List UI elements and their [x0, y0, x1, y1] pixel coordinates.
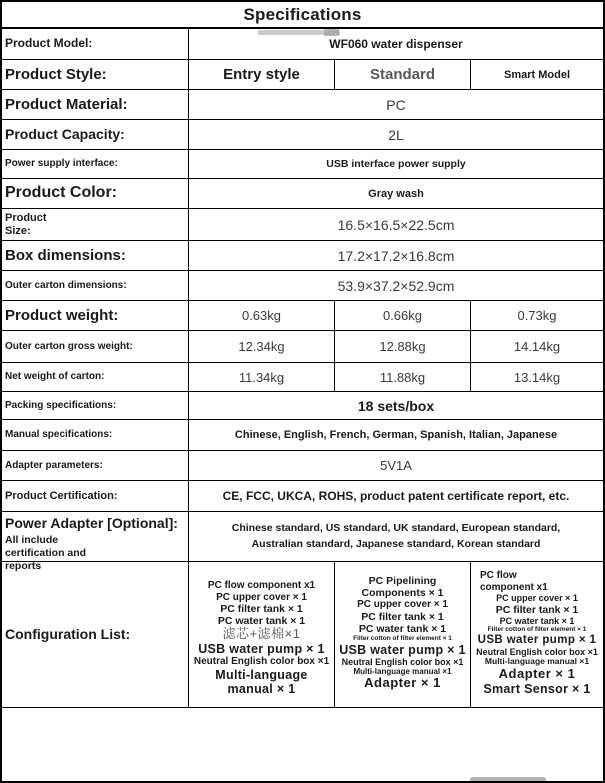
row-label: Power supply interface:: [5, 158, 118, 170]
row-label: Product Material:: [5, 95, 128, 113]
row-label: Product Certification:: [5, 489, 118, 502]
config-item: Filter cotton of filter element × 1: [487, 626, 587, 634]
row-label: Configuration List:: [5, 626, 131, 643]
gross-weight-entry: 12.34kg: [238, 339, 285, 354]
row-label: Box dimensions:: [5, 246, 126, 264]
spec-row-product-size: [2, 209, 603, 241]
config-column-entry: [189, 562, 334, 707]
spec-row-adapter-params: [2, 451, 603, 481]
row-value: 5V1A: [380, 458, 412, 473]
config-item: Neutral English color box ×1: [341, 656, 464, 667]
row-label: Product Capacity:: [5, 126, 125, 143]
row-label: Product Color:: [5, 184, 117, 202]
row-label: Outer carton gross weight:: [5, 340, 133, 352]
row-value: 2L: [388, 126, 404, 143]
config-item: Adapter × 1: [498, 665, 576, 681]
config-column-standard: [334, 562, 470, 707]
weight-standard: 0.66kg: [382, 308, 423, 323]
spec-row-power-interface: [2, 150, 603, 179]
row-label: Outer carton dimensions:: [5, 279, 127, 291]
config-item: USB water pump × 1: [198, 642, 325, 657]
row-label: Product Size:: [5, 211, 47, 237]
config-item: PC filter tank × 1: [220, 603, 303, 615]
weight-entry: 0.63kg: [241, 308, 282, 323]
row-value: 16.5×16.5×22.5cm: [337, 216, 455, 233]
row-label: Manual specifications:: [5, 429, 113, 441]
net-weight-standard: 11.88kg: [379, 369, 426, 385]
page-title: Specifications: [2, 2, 603, 29]
spec-row-product-weight: [2, 301, 603, 331]
config-item: Multi-language manual ×1: [353, 667, 452, 677]
config-item: 滤芯+滤棉×1: [222, 626, 301, 642]
config-item: PC flow component x1: [480, 570, 548, 593]
config-item: PC water tank × 1: [499, 615, 575, 626]
row-label: Adapter parameters:: [5, 459, 103, 471]
config-item: PC upper cover × 1: [357, 599, 448, 611]
spec-row-configuration: [2, 562, 603, 708]
config-item: USB water pump × 1: [339, 642, 466, 657]
row-value: CE, FCC, UKCA, ROHS, product patent certificate report, etc.: [222, 489, 570, 503]
gross-weight-smart: 14.14kg: [513, 339, 561, 354]
gross-weight-standard: 12.88kg: [379, 339, 426, 354]
row-value: 18 sets/box: [357, 397, 435, 414]
net-weight-entry: 11.34kg: [238, 369, 285, 385]
style-entry: Entry style: [223, 66, 300, 83]
spec-row-product-style: [2, 60, 603, 90]
row-value: Gray wash: [368, 187, 424, 200]
spec-row-product-color: [2, 179, 603, 209]
row-label: Net weight of carton:: [5, 371, 105, 383]
spec-row-product-material: [2, 90, 603, 120]
row-label: Packing specifications:: [5, 399, 117, 411]
row-value: WF060 water dispenser: [329, 37, 463, 51]
config-item: Multi-language manual × 1: [215, 667, 308, 697]
row-sublabel: All include certification and reports: [5, 534, 87, 573]
row-label: Product Model:: [5, 36, 93, 51]
style-standard: Standard: [369, 66, 435, 83]
row-label: Power Adapter [Optional]:: [5, 515, 178, 531]
row-value: Chinese, English, French, German, Spanish, Italian, Japanese: [234, 429, 558, 441]
spec-row-manual: [2, 420, 603, 451]
row-value: Chinese standard, US standard, UK standard, European standard, Australian standard, Japanese standard, Korean standard: [231, 521, 561, 550]
scan-artifact: [470, 777, 546, 783]
spec-row-net-weight: [2, 363, 603, 392]
net-weight-smart: 13.14kg: [513, 369, 561, 385]
spec-row-box-dimensions: [2, 241, 603, 271]
spec-row-certification: [2, 481, 603, 512]
row-label: Product Style:: [5, 65, 107, 83]
config-item: PC filter tank × 1: [495, 603, 579, 616]
config-item: PC water tank × 1: [358, 623, 447, 635]
config-item: PC filter tank × 1: [361, 610, 444, 623]
config-item: Adapter × 1: [364, 675, 441, 691]
row-value: USB interface power supply: [326, 158, 466, 170]
config-item: PC Pipelining Components × 1: [361, 575, 444, 600]
style-smart: Smart Model: [503, 68, 570, 81]
spec-row-packing: [2, 392, 603, 420]
config-item: PC flow component x1: [207, 580, 316, 591]
config-item: PC upper cover × 1: [496, 593, 578, 604]
config-item: Multi-language manual ×1: [484, 656, 590, 667]
spec-row-product-capacity: [2, 120, 603, 150]
row-value: 53.9×37.2×52.9cm: [337, 277, 455, 294]
config-item: Filter cotton of filter element × 1: [353, 635, 452, 643]
config-item: USB water pump × 1: [477, 633, 597, 646]
spec-row-carton-dimensions: [2, 271, 603, 301]
row-value: 17.2×17.2×16.8cm: [337, 247, 455, 264]
config-item: Neutral English color box ×1: [476, 646, 598, 657]
weight-smart: 0.73kg: [517, 308, 557, 323]
scan-artifact: [324, 29, 339, 36]
config-item: Neutral English color box ×1: [193, 656, 330, 668]
config-column-smart: [470, 562, 603, 707]
spec-row-power-adapter: [2, 512, 603, 573]
config-item: PC upper cover × 1: [216, 591, 307, 603]
row-label: Product weight:: [5, 306, 119, 324]
config-item: PC water tank × 1: [217, 615, 306, 628]
config-item: Smart Sensor × 1: [483, 681, 591, 696]
row-value: PC: [386, 96, 406, 113]
spec-row-gross-weight: [2, 331, 603, 363]
